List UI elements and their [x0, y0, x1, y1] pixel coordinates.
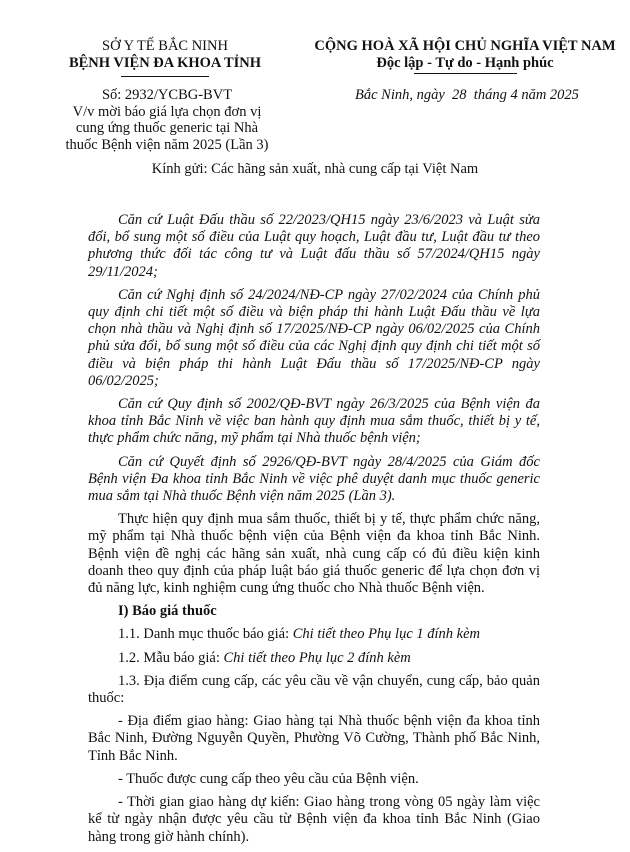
document-subject: V/v mời báo giá lựa chọn đơn vị cung ứng thuốc generic tại Nhà thuốc Bệnh viện năm 2025 (Lần 3) [65, 103, 269, 153]
header-divider [121, 76, 209, 77]
item-1-2 [88, 650, 540, 667]
motto-divider [414, 73, 517, 74]
bullet-item: - Thuốc được cung cấp theo yêu cầu của Bệnh viện. [118, 770, 419, 787]
national-motto: Độc lập - Tự do - Hạnh phúc [376, 55, 554, 71]
parent-agency: SỞ Y TẾ BẮC NINH [102, 38, 228, 54]
item-value: Chi tiết theo Phụ lục 2 đính kèm [223, 649, 411, 666]
item-label: 1.2. Mẫu báo giá: [118, 649, 224, 666]
legal-basis: Căn cứ Luật Đấu thầu số 22/2023/QH15 ngày 23/6/2023 và Luật sửa đổi, bổ sung một số điều của Luật quy hoạch, Luật đầu tư, Luật đầu tư theo phương thức đối tác công tư và Luật đấu thầu số 57/2024/QH15 ngày 29/11/2024; [88, 212, 540, 280]
place-date: Bắc Ninh, ngày 28 tháng 4 năm 2025 [355, 87, 579, 103]
item-value: Chi tiết theo Phụ lục 1 đính kèm [292, 626, 481, 643]
section-heading: I) Báo giá thuốc [118, 603, 217, 620]
legal-basis: Căn cứ Quyết định số 2926/QĐ-BVT ngày 28/4/2025 của Giám đốc Bệnh viện Đa khoa tỉnh Bắc Ninh về việc phê duyệt danh mục thuốc generic mua sắm tại Nhà thuốc Bệnh viện năm 2025 (Lần 3). [88, 453, 540, 505]
recipient-line: Kính gửi: Các hãng sản xuất, nhà cung cấp tại Việt Nam [151, 161, 479, 177]
item-1-1 [88, 626, 540, 643]
bullet-item: - Địa điểm giao hàng: Giao hàng tại Nhà thuốc bệnh viện đa khoa tỉnh Bắc Ninh, Đường Nguyễn Quyền, Phường Võ Cường, Thành phố Bắc Ninh, Tỉnh Bắc Ninh. [88, 713, 540, 764]
country-title: CỘNG HOÀ XÃ HỘI CHỦ NGHĨA VIỆT NAM [314, 38, 616, 54]
item-label: 1.1. Danh mục thuốc báo giá: [118, 626, 293, 643]
reference-block [62, 87, 272, 153]
legal-basis: Căn cứ Quy định số 2002/QĐ-BVT ngày 26/3/2025 của Bệnh viện đa khoa tỉnh Bắc Ninh về việc ban hành quy định mua sắm thuốc, thiết bị y tế, thực phẩm chức năng, mỹ phẩm tại Nhà thuốc bệnh viện; [88, 396, 540, 447]
legal-basis: Căn cứ Nghị định số 24/2024/NĐ-CP ngày 27/02/2024 của Chính phủ quy định chi tiết một số điều và biện pháp thi hành Luật Đấu thầu về lựa chọn nhà thầu và Nghị định số 17/2025/NĐ-CP ngày 06/02/2025 của Chính phủ sửa đổi, bổ sung một số điều của các Nghị định quy định chi tiết một số điều và biện pháp thi hành Luật Đấu thầu số 17/2025/NĐ-CP ngày 06/02/2025; [88, 286, 540, 389]
issuing-agency: BỆNH VIỆN ĐA KHOA TỈNH [68, 55, 262, 71]
issuer-header [60, 38, 270, 77]
national-header [305, 38, 625, 74]
intro-paragraph: Thực hiện quy định mua sắm thuốc, thiết bị y tế, thực phẩm chức năng, mỹ phẩm tại Nhà thuốc bệnh viện của Bệnh viện đa khoa tỉnh Bắc Ninh. Bệnh viện đề nghị các hãng sản xuất, nhà cung cấp có đủ điều kiện kinh doanh theo quy định của pháp luật báo giá thuốc generic để lựa chọn đơn vị đủ năng lực, kinh nghiệm cung ứng thuốc cho Nhà thuốc Bệnh viện. [88, 511, 540, 597]
item-1-3: 1.3. Địa điểm cung cấp, các yêu cầu về vận chuyển, cung cấp, bảo quản thuốc: [88, 672, 540, 707]
document-body [88, 212, 540, 852]
document-number: Số: 2932/YCBG-BVT [101, 87, 233, 103]
bullet-item: - Thời gian giao hàng dự kiến: Giao hàng trong vòng 05 ngày làm việc kể từ ngày nhận được yêu cầu từ Bệnh viện đa khoa tỉnh Bắc Ninh (Giao hàng trong giờ hành chính). [88, 794, 540, 845]
